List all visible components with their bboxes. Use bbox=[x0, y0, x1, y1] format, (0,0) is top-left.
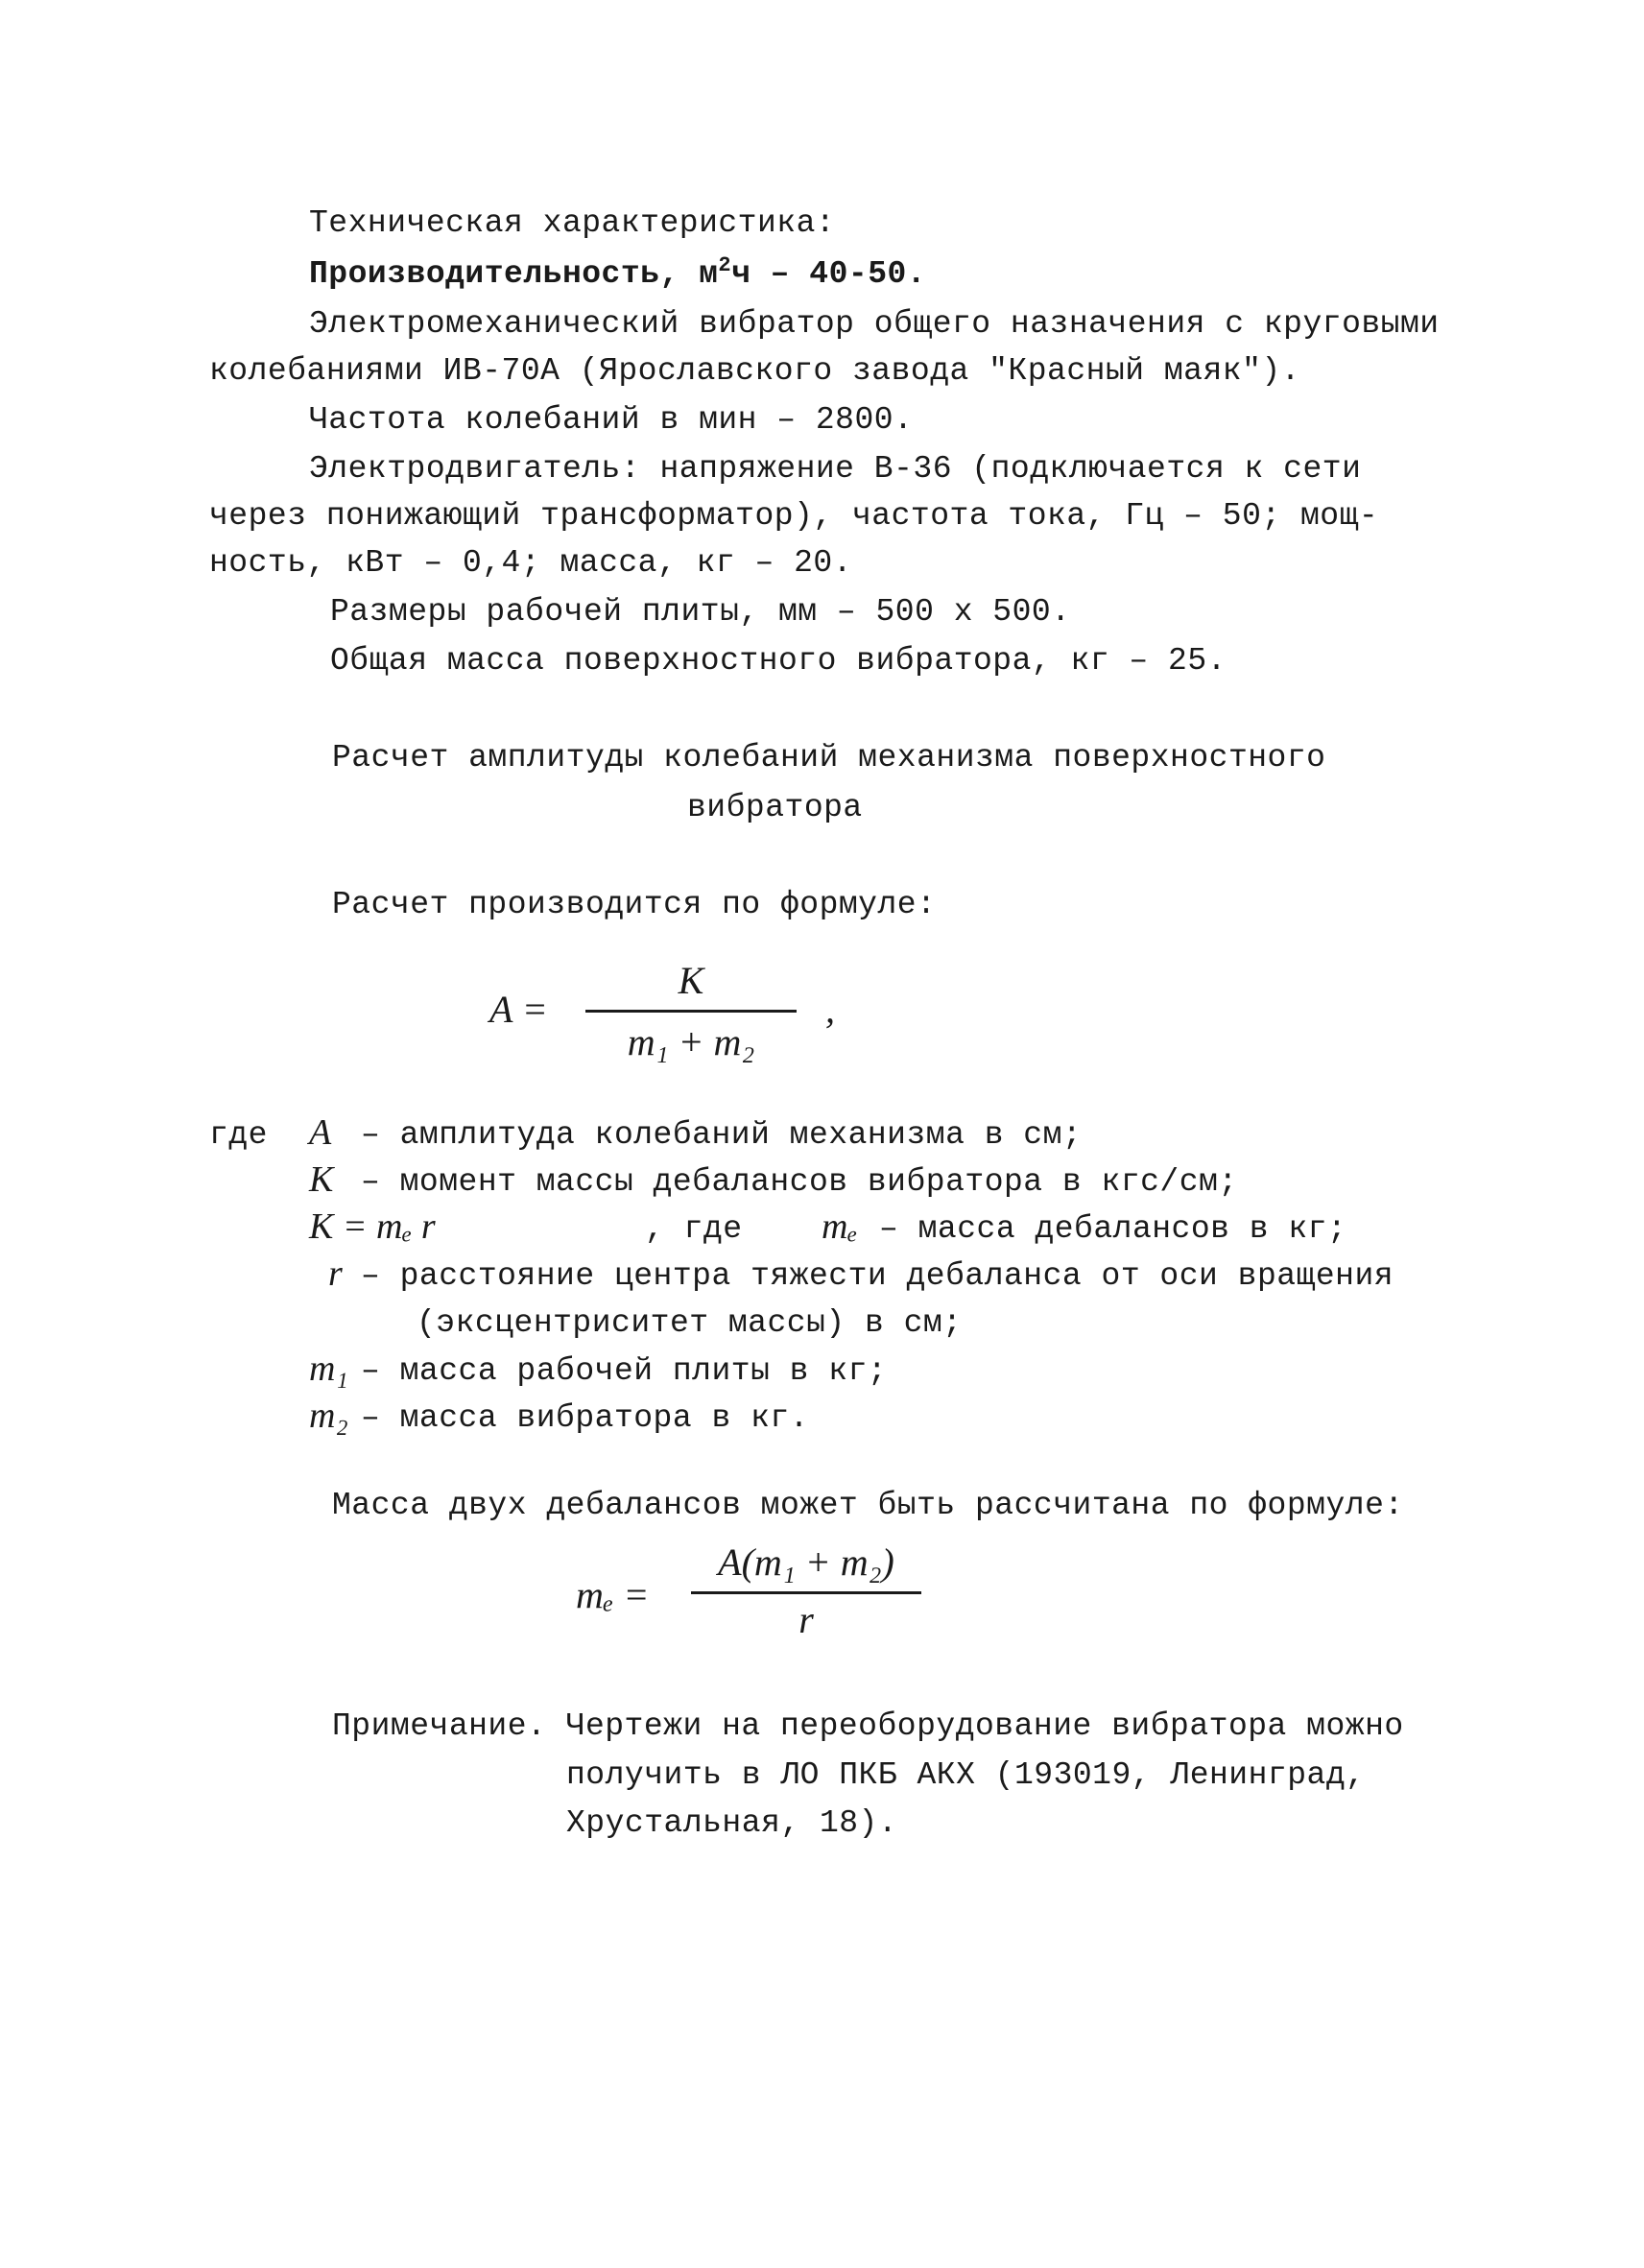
formula-amplitude bbox=[489, 960, 893, 1075]
legend-symbol-k: K bbox=[309, 1159, 334, 1200]
section-title-line2: вибратора bbox=[687, 790, 863, 825]
legend-text-me: – масса дебалансов в кг; bbox=[879, 1211, 1347, 1247]
spec-motor-line3: ность, кВт – 0,4; масса, кг – 20. bbox=[209, 545, 853, 581]
formula2-intro: Масса двух дебалансов может быть рассчитана по формуле: bbox=[332, 1488, 1404, 1523]
legend-symbol-m2: m₂ bbox=[309, 1396, 348, 1436]
legend-text-r: – расстояние центра тяжести дебаланса от оси вращения bbox=[361, 1258, 1394, 1294]
formula1-numerator: K bbox=[678, 959, 704, 1002]
productivity-sup: 2 bbox=[718, 253, 732, 277]
legend-text-where: , где bbox=[645, 1211, 743, 1247]
formula1-denominator: m₁ + m₂ bbox=[627, 1020, 755, 1063]
formula1-fraction-bar bbox=[585, 1010, 797, 1013]
legend-symbol-me: mₑ bbox=[822, 1206, 858, 1247]
legend-text-m1: – масса рабочей плиты в кг; bbox=[361, 1353, 888, 1389]
formula-intro: Расчет производится по формуле: bbox=[332, 887, 937, 922]
formula2-numerator: A(m₁ + m₂) bbox=[718, 1540, 894, 1584]
note-line2: получить в ЛО ПКБ АКХ (193019, Ленинград, bbox=[566, 1757, 1366, 1793]
spec-vibrator-line1: Электромеханический вибратор общего назначения с круговыми bbox=[309, 306, 1440, 342]
spec-total-mass: Общая масса поверхностного вибратора, кг – 25. bbox=[330, 643, 1227, 679]
spec-motor-line1: Электродвигатель: напряжение В-36 (подключается к сети bbox=[309, 451, 1362, 487]
spec-productivity bbox=[309, 247, 926, 294]
legend-text-a: – амплитуда колебаний механизма в см; bbox=[361, 1117, 1083, 1153]
productivity-label: Производительность, м bbox=[309, 256, 719, 292]
note-line3: Хрустальная, 18). bbox=[566, 1805, 898, 1841]
legend-symbol-a: A bbox=[309, 1112, 332, 1153]
legend-symbol-m1: m₁ bbox=[309, 1349, 348, 1389]
formula1-comma: , bbox=[825, 988, 835, 1031]
productivity-value: ч – 40-50. bbox=[731, 256, 927, 292]
section-title-line1: Расчет амплитуды колебаний механизма поверхностного bbox=[332, 740, 1326, 776]
spec-plate-size: Размеры рабочей плиты, мм – 500 х 500. bbox=[330, 594, 1071, 630]
spec-motor-line2: через понижающий трансформатор), частота тока, Гц – 50; мощ- bbox=[209, 498, 1379, 534]
legend-text-k: – момент массы дебалансов вибратора в кгс/см; bbox=[361, 1164, 1238, 1200]
legend-symbol-r: r bbox=[328, 1253, 343, 1294]
formula1-lhs: A = bbox=[489, 988, 548, 1031]
note-line1: Примечание. Чертежи на переоборудование вибратора можно bbox=[332, 1708, 1404, 1744]
legend-symbol-k-eq: K = mₑ r bbox=[309, 1206, 436, 1247]
spec-heading: Техническая характеристика: bbox=[309, 205, 836, 241]
formula2-lhs: mₑ = bbox=[576, 1573, 650, 1616]
formula-imbalance-mass bbox=[576, 1536, 979, 1651]
formula2-fraction-bar bbox=[691, 1591, 921, 1594]
legend-text-m2: – масса вибратора в кг. bbox=[361, 1400, 809, 1436]
legend-where: где bbox=[209, 1117, 268, 1153]
formula2-denominator: r bbox=[798, 1598, 814, 1641]
legend-text-eccentricity: (эксцентриситет массы) в см; bbox=[417, 1305, 963, 1341]
spec-vibrator-line2: колебаниями ИВ-70А (Ярославского завода "Красный маяк"). bbox=[209, 353, 1300, 389]
spec-frequency: Частота колебаний в мин – 2800. bbox=[309, 402, 914, 438]
